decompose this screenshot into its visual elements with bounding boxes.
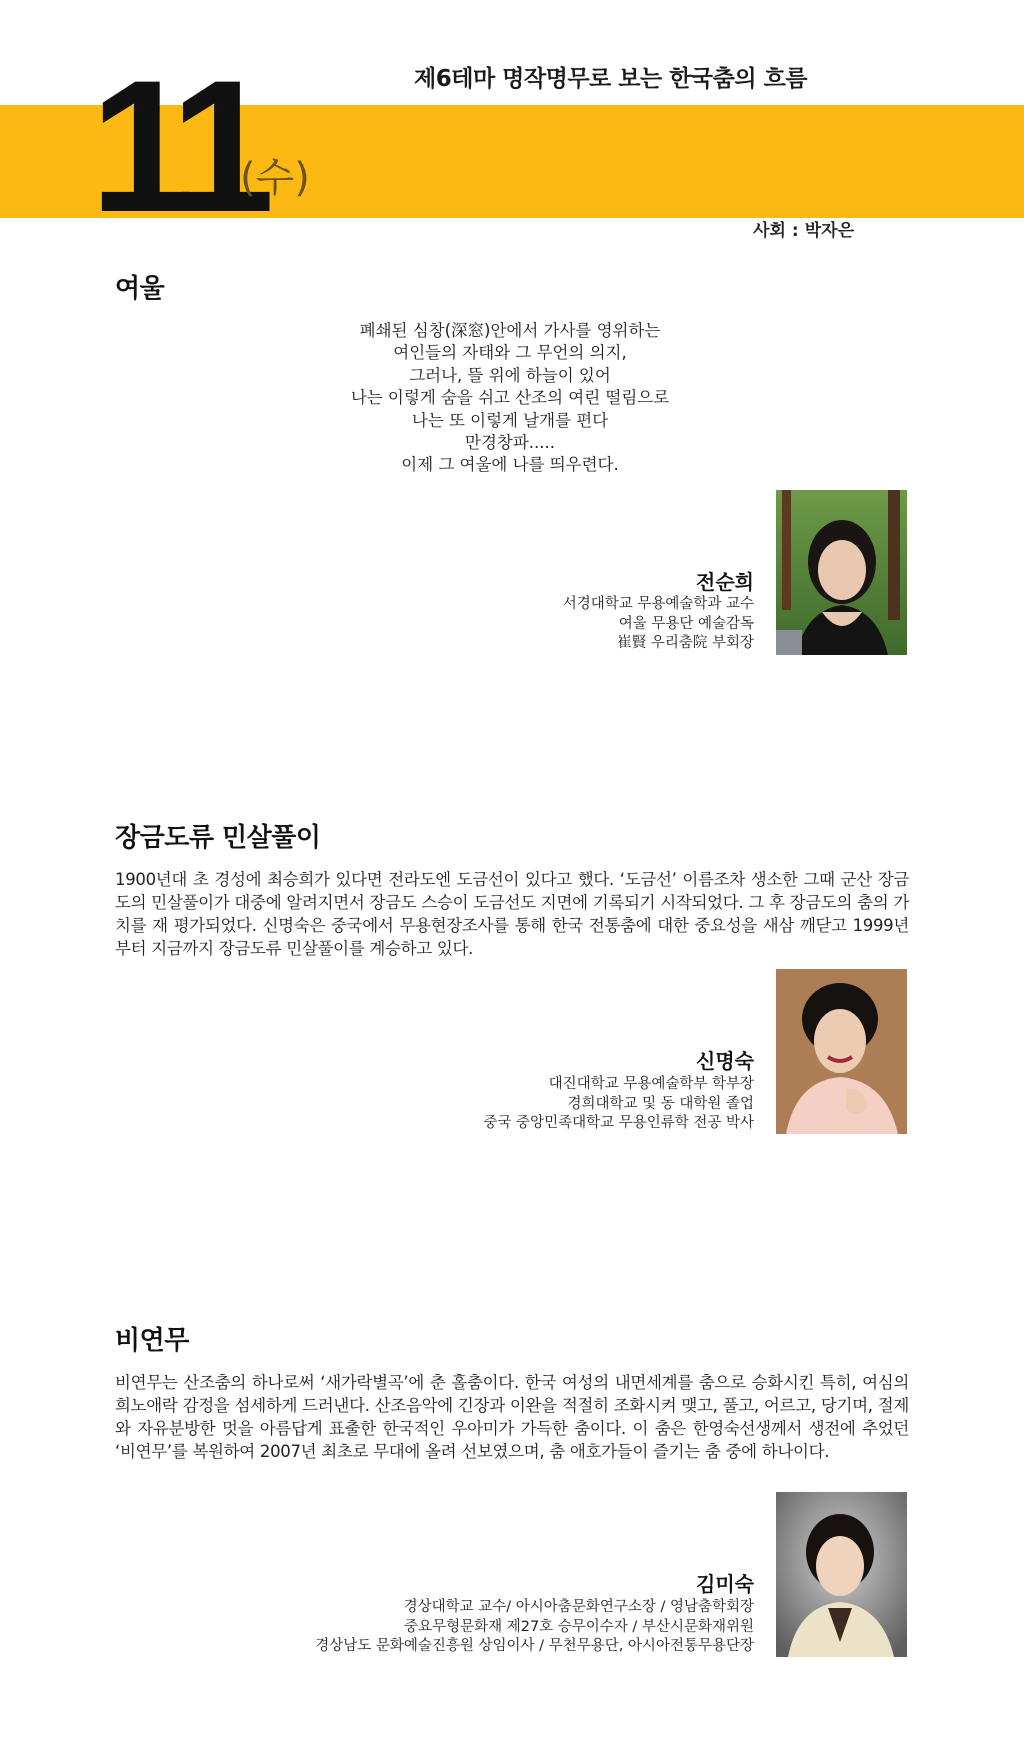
weekday-label: (수) [240, 155, 310, 201]
credential-line: 여울 무용단 예술감독 [618, 615, 754, 632]
credential-line: 중요무형문화재 제27호 승무이수자 / 부산시문화재위원 [404, 1618, 754, 1635]
performer-credentials [483, 1075, 754, 1134]
host-label: 사회 [753, 221, 786, 241]
portrait-illustration [776, 969, 907, 1134]
poem-line: 폐쇄된 심창(深窓)안에서 가사를 영위하는 [359, 321, 661, 340]
day-number: 11 [90, 41, 261, 251]
credential-line: 경상대학교 교수/ 아시아춤문화연구소장 / 영남춤학회장 [403, 1599, 754, 1615]
credential-line: 崔賢 우리춤院 부회장 [617, 635, 754, 651]
poem-line: 그러나, 뜰 위에 하늘이 있어 [409, 365, 611, 385]
poem-line: 나는 또 이렇게 날개를 편다 [411, 410, 609, 430]
host-name: 박자은 [804, 221, 854, 241]
poem-line: 여인들의 자태와 그 무언의 의지, [393, 343, 627, 363]
poem-line: 만경창파..... [465, 433, 555, 453]
poem-line: 나는 이렇게 숨을 쉬고 산조의 여린 떨림으로 [350, 388, 670, 408]
section-title-janggeumdo: 장금도류 민살풀이 [115, 823, 321, 853]
host-line [753, 216, 854, 241]
performer-name: 전순희 [696, 570, 754, 594]
performer-name: 신명숙 [696, 1049, 754, 1073]
section-description: 비연무는 산조춤의 하나로써 ‘새가락별곡’에 춘 홀춤이다. 한국 여성의 내면세계를 춤으로 승화시킨 특히, 여심의 희노애락 감정을 섬세하게 드러낸다. 산조음악에 긴장과 이완을 적절히 조화시켜 맺고, 풀고, 어르고, 당기며, 절제와 자유분방한 멋을 아름답게 표출한 한국적인 우아미가 가득한 춤이다. 이 춤은 한영숙선생께서 생전에 추었던 ‘비연무’를 복원하여 2007년 최초로 무대에 올려 선보였으며, 춤 애호가들이 즐기는 춤 중에 하나이다. [115, 1373, 909, 1461]
poem-block [300, 320, 720, 477]
credential-line: 서경대학교 무용예술학과 교수 [562, 596, 754, 612]
credential-line: 경희대학교 및 동 대학원 졸업 [567, 1095, 754, 1112]
portrait-illustration [776, 490, 907, 655]
performer-photo-kim-misook [776, 1492, 907, 1657]
host-separator: : [791, 221, 799, 241]
theme-title: 제6테마 명작명무로 보는 한국춤의 흐름 [414, 66, 808, 92]
performer-credentials [315, 1598, 754, 1657]
performer-photo-jeon-soonhee [776, 490, 907, 655]
performer-credentials [563, 595, 754, 654]
poem-line: 이제 그 여울에 나를 띄우련다. [401, 455, 619, 475]
performer-photo-shin-myeongsook [776, 969, 907, 1134]
section-description: 1900년대 초 경성에 최승희가 있다면 전라도엔 도금선이 있다고 했다. ‘도금선’ 이름조차 생소한 그때 군산 장금도의 민살풀이가 대중에 알려지면서 장금도 스승이 도금선도 지면에 기록되기 시작되었다. 그 후 장금도의 춤의 가치를 재 평가되었다. 신명숙은 중국에서 무용현장조사를 통해 한국 전통춤에 대한 중요성을 새삼 깨닫고 1999년부터 지금까지 장금도류 민살풀이를 계승하고 있다. [115, 870, 909, 958]
section-title-yeoul: 여울 [115, 274, 165, 304]
portrait-illustration [776, 1492, 907, 1657]
credential-line: 대진대학교 무용예술학부 학부장 [548, 1076, 754, 1092]
performer-name: 김미숙 [696, 1572, 754, 1596]
section-title-biyeonmu: 비연무 [115, 1326, 189, 1356]
credential-line: 경상남도 문화예술진흥원 상임이사 / 무천무용단, 아시아전통무용단장 [315, 1638, 754, 1654]
credential-line: 중국 중앙민족대학교 무용인류학 전공 박사 [483, 1115, 754, 1131]
